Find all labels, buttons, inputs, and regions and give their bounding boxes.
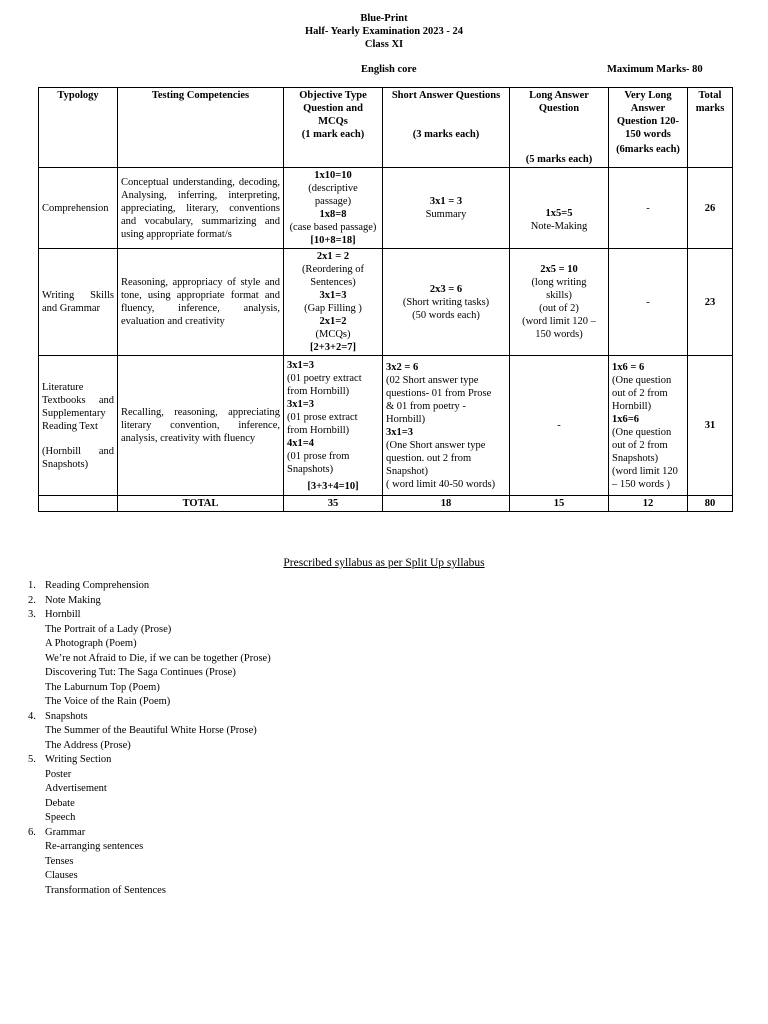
- cell-line: 3x1 = 3: [429, 196, 463, 208]
- cell-line: (01 prose extract: [287, 411, 358, 423]
- long-answer-cell: [510, 249, 609, 356]
- cell-line: questions- 01 from Prose: [386, 387, 492, 399]
- long-answer-cell: [510, 168, 609, 249]
- totals-empty-cell: [39, 496, 118, 512]
- syllabus-item-number: 4.: [28, 710, 36, 722]
- very-long-answer-cell: -: [609, 168, 688, 249]
- total-cell: 26: [688, 168, 733, 249]
- syllabus-list: [28, 579, 271, 898]
- cell-line: ( word limit 40-50 words): [386, 478, 496, 490]
- competencies-cell: Recalling, reasoning, appreciating literary convention, inference, analysis, creativity with fluency: [118, 356, 284, 496]
- header-long-answer: Long Answer Question (5 marks each): [510, 88, 609, 168]
- typology-cell: Comprehension: [39, 168, 118, 249]
- cell-line: [10+8=18]: [310, 235, 356, 247]
- cell-line: (50 words each): [412, 309, 480, 321]
- cell-line: (word limit 120 –: [522, 316, 596, 328]
- table-row: [39, 168, 733, 249]
- syllabus-item-number: 6.: [28, 826, 36, 838]
- syllabus-item: [28, 753, 271, 826]
- cell-line: 3x1=3: [386, 426, 413, 438]
- cell-line: (Gap Filling ): [304, 303, 362, 315]
- table-header-row: [39, 88, 733, 168]
- totals-very-long: 12: [609, 496, 688, 512]
- syllabus-subitem: Speech: [45, 812, 76, 823]
- cell-line: (MCQs): [315, 329, 351, 341]
- cell-line: Snapshots): [287, 463, 334, 475]
- syllabus-subitem: Advertisement: [45, 783, 107, 794]
- syllabus-subitem: The Voice of the Rain (Poem): [45, 696, 171, 707]
- cell-line: [3+3+4=10]: [307, 480, 359, 492]
- exam-name: Half- Yearly Examination 2023 - 24: [305, 26, 463, 37]
- cell-line: (long writing: [531, 277, 587, 289]
- cell-line: from Hornbill): [287, 424, 350, 436]
- syllabus-item-label: Writing Section: [45, 754, 112, 765]
- syllabus-item-number: 2.: [28, 594, 36, 606]
- cell-line: Hornbill): [612, 400, 652, 412]
- syllabus-item-label: Hornbill: [45, 609, 81, 620]
- cell-line: 4x1=4: [287, 437, 314, 449]
- very-long-answer-cell: -: [609, 249, 688, 356]
- total-cell: 31: [688, 356, 733, 496]
- syllabus-subitem: The Portrait of a Lady (Prose): [45, 623, 172, 635]
- syllabus-item: [28, 594, 271, 609]
- cell-line: from Hornbill): [287, 385, 350, 397]
- cell-line: skills): [546, 290, 572, 302]
- syllabus-item: [28, 710, 271, 754]
- cell-line: question. out 2 from: [386, 452, 472, 464]
- long-answer-cell: -: [510, 356, 609, 496]
- cell-line: (One question: [612, 374, 672, 386]
- cell-line: (case based passage): [289, 222, 377, 234]
- header-competencies: Testing Competencies: [118, 88, 284, 168]
- syllabus-item-label: Note Making: [45, 594, 101, 606]
- syllabus-item: [28, 826, 271, 899]
- cell-line: out of 2 from: [612, 439, 668, 451]
- syllabus-item-label: Grammar: [45, 826, 86, 838]
- cell-line: Note-Making: [530, 220, 588, 232]
- blueprint-table: [38, 87, 733, 512]
- syllabus-subitem: Tenses: [45, 855, 74, 867]
- header-total: Total marks: [688, 88, 733, 168]
- cell-line: (01 prose from: [287, 450, 350, 462]
- cell-line: 1x5=5: [545, 207, 573, 219]
- cell-line: 3x1=3: [287, 359, 314, 371]
- syllabus-item-label: Snapshots: [45, 710, 88, 722]
- short-answer-cell: [383, 249, 510, 356]
- header-typology: Typology: [39, 88, 118, 168]
- cell-line: 1x6=6: [612, 413, 639, 425]
- cell-line: [2+3+2=7]: [310, 342, 356, 354]
- objective-cell: [284, 356, 383, 496]
- syllabus-item-label: Reading Comprehension: [45, 580, 150, 591]
- syllabus-item-number: 5.: [28, 754, 36, 765]
- syllabus-subitem: Discovering Tut: The Saga Continues (Prose): [45, 667, 236, 678]
- doc-title: Blue-Print: [360, 13, 408, 24]
- cell-line: (out of 2): [539, 303, 579, 315]
- syllabus-subitem: Poster: [45, 768, 72, 780]
- totals-objective: 35: [284, 496, 383, 512]
- cell-line: (word limit 120: [612, 465, 678, 477]
- cell-line: (One Short answer type: [386, 439, 486, 451]
- class-name: Class XI: [364, 39, 404, 50]
- cell-line: 3x1=3: [287, 398, 314, 410]
- cell-line: Snapshot): [386, 465, 428, 477]
- totals-grand: 80: [688, 496, 733, 512]
- subject-label: English core: [361, 64, 417, 75]
- cell-line: 3x1=3: [319, 290, 347, 302]
- cell-line: – 150 words ): [612, 478, 671, 490]
- short-answer-cell: [383, 168, 510, 249]
- syllabus-subitem: A Photograph (Poem): [45, 638, 137, 649]
- cell-line: 2x1 = 2: [316, 251, 350, 263]
- cell-line: Sentences): [310, 277, 356, 289]
- cell-line: Snapshots): [612, 452, 659, 464]
- header-short-answer: Short Answer Questions (3 marks each): [383, 88, 510, 168]
- cell-line: Hornbill): [386, 413, 426, 425]
- syllabus-subitem: Transformation of Sentences: [45, 884, 166, 896]
- max-marks-label: Maximum Marks- 80: [607, 64, 703, 75]
- syllabus-title: Prescribed syllabus as per Split Up syllabus: [283, 557, 485, 569]
- competencies-cell: Conceptual understanding, decoding, Analysing, inferring, interpreting, appreciating, literary, conventions and vocabulary, summarizing and using appropriate format/s: [118, 168, 284, 249]
- syllabus-subitem: Re-arranging sentences: [45, 841, 144, 852]
- cell-line: 1x10=10: [314, 170, 352, 182]
- objective-cell: [284, 168, 383, 249]
- cell-line: 150 words): [535, 329, 583, 341]
- syllabus-subitem: The Laburnum Top (Poem): [45, 681, 160, 693]
- totals-label: TOTAL: [118, 496, 284, 512]
- cell-line: 3x2 = 6: [386, 361, 419, 373]
- short-answer-cell: [383, 356, 510, 496]
- objective-cell: [284, 249, 383, 356]
- syllabus-item: [28, 579, 271, 594]
- syllabus-item: [28, 608, 271, 710]
- cell-line: 1x8=8: [319, 209, 347, 221]
- cell-line: 2x3 = 6: [429, 283, 463, 295]
- totals-long: 15: [510, 496, 609, 512]
- header-very-long-answer: Very Long Answer Question 120- 150 words (6marks each): [609, 88, 688, 168]
- cell-line: (descriptive: [308, 183, 358, 195]
- syllabus-subitem: Debate: [45, 797, 75, 809]
- cell-line: out of 2 from: [612, 387, 668, 399]
- cell-line: (01 poetry extract: [287, 372, 362, 384]
- typology-cell: Literature Textbooks and Supplementary Reading Text (Hornbill and Snapshots): [39, 356, 118, 496]
- cell-line: & 01 from poetry -: [386, 400, 466, 412]
- totals-row: [39, 496, 733, 512]
- syllabus-subitem: The Address (Prose): [45, 739, 131, 751]
- syllabus-subitem: The Summer of the Beautiful White Horse (Prose): [45, 725, 257, 736]
- syllabus-item-number: 1.: [28, 580, 36, 591]
- cell-line: (Short writing tasks): [402, 296, 490, 308]
- table-row: [39, 249, 733, 356]
- typology-cell: Writing Skills and Grammar: [39, 249, 118, 356]
- cell-line: (02 Short answer type: [386, 374, 479, 386]
- totals-short: 18: [383, 496, 510, 512]
- syllabus-subitem: Clauses: [45, 870, 78, 881]
- very-long-answer-cell: [609, 356, 688, 496]
- cell-line: 2x5 = 10: [540, 264, 578, 276]
- header-objective: Objective Type Question and MCQs (1 mark each): [284, 88, 383, 168]
- cell-line: 2x1=2: [319, 316, 347, 328]
- cell-line: (Reordering of: [301, 264, 365, 276]
- syllabus-subitem: We’re not Afraid to Die, if we can be together (Prose): [45, 652, 271, 664]
- cell-line: Summary: [425, 209, 467, 221]
- cell-line: passage): [314, 196, 352, 208]
- cell-line: (One question: [612, 426, 672, 438]
- table-row: [39, 356, 733, 496]
- syllabus-item-number: 3.: [28, 609, 36, 620]
- cell-line: 1x6 = 6: [612, 361, 645, 373]
- total-cell: 23: [688, 249, 733, 356]
- competencies-cell: Reasoning, appropriacy of style and tone, using appropriate format and fluency, inference, analysis, evaluation and creativity: [118, 249, 284, 356]
